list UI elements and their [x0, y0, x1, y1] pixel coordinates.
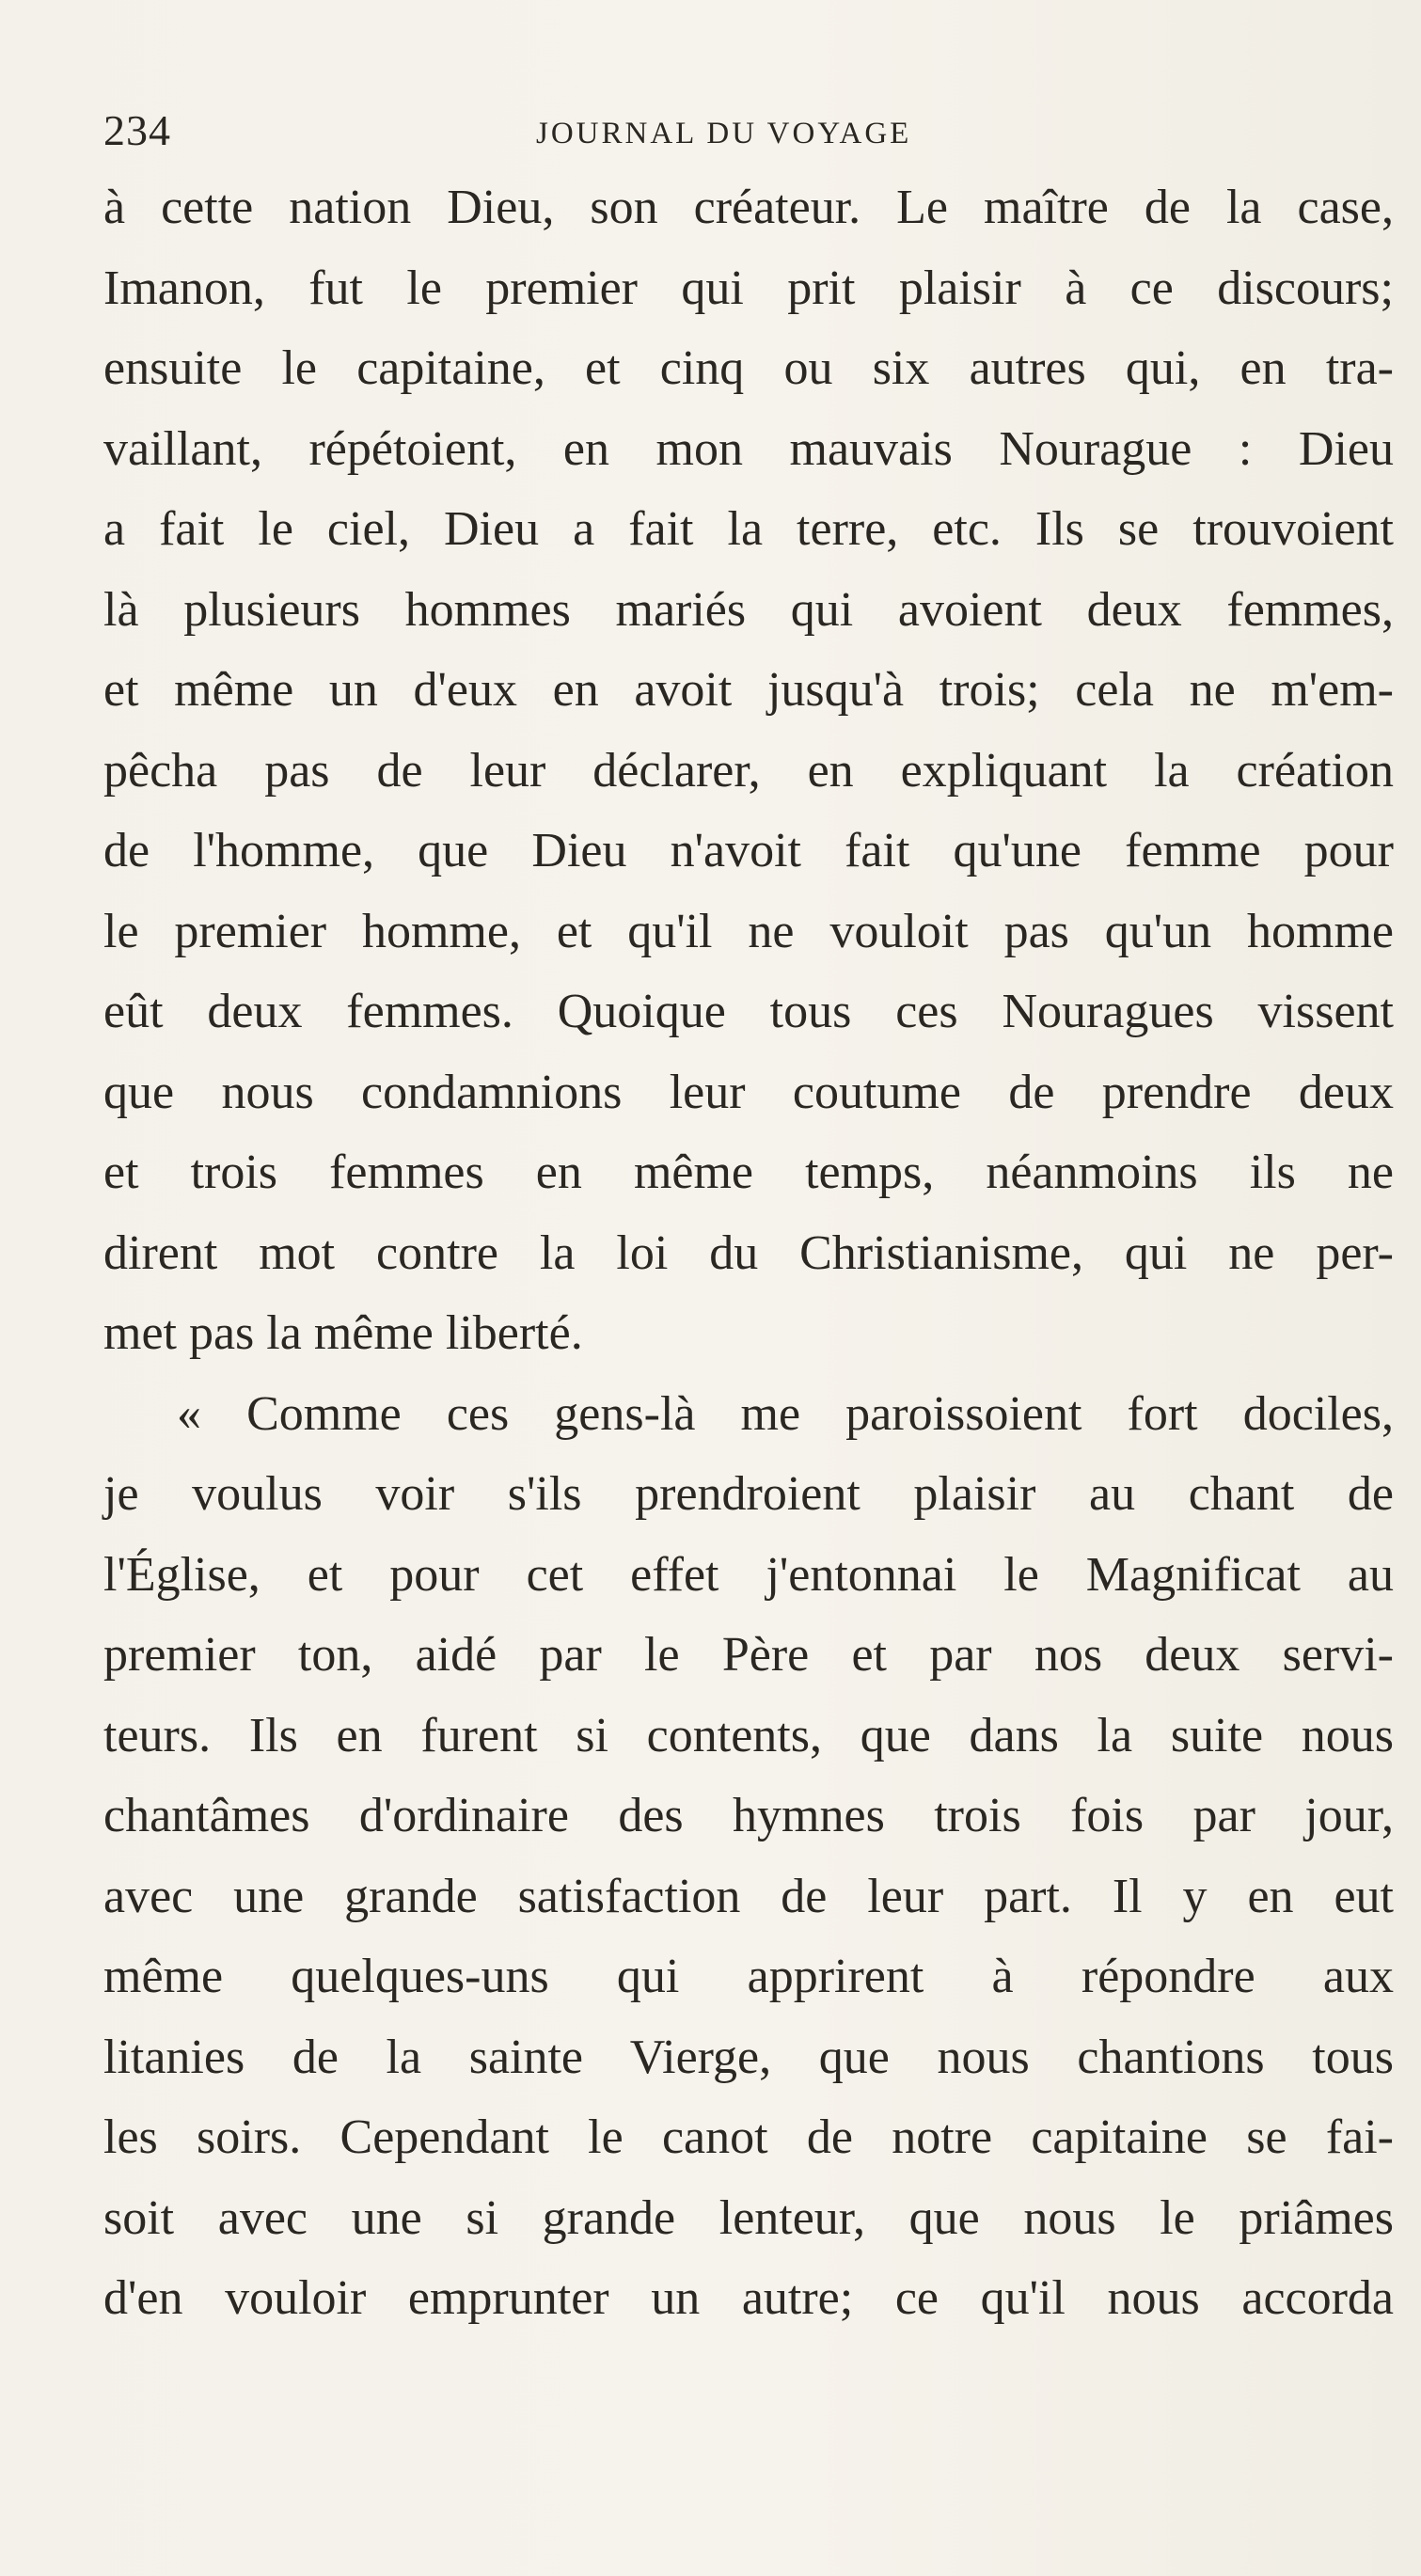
- body-text: [103, 167, 1394, 2339]
- text-line: là plusieurs hommes mariés qui avoient deux femmes,: [103, 582, 1394, 637]
- text-line: l'Église, et pour cet effet j'entonnai le Magnificat au: [103, 1547, 1394, 1602]
- text-line: d'en vouloir emprunter un autre; ce qu'il nous accorda: [103, 2271, 1394, 2325]
- text-line: met pas la même liberté.: [103, 1306, 583, 1360]
- text-line: de l'homme, que Dieu n'avoit fait qu'une femme pour: [103, 824, 1394, 877]
- text-line: les soirs. Cependant le canot de notre capitaine se fai-: [103, 2110, 1394, 2164]
- text-line: chantâmes d'ordinaire des hymnes trois fois par jour,: [103, 1789, 1394, 1842]
- text-line: eût deux femmes. Quoique tous ces Nouragues vissent: [103, 985, 1394, 1038]
- text-line: litanies de la sainte Vierge, que nous chantions tous: [103, 2030, 1394, 2084]
- text-line: ensuite le capitaine, et cinq ou six autres qui, en tra-: [103, 341, 1394, 395]
- text-line: pêcha pas de leur déclarer, en expliquant la création: [103, 743, 1394, 798]
- text-line: soit avec une si grande lenteur, que nous le priâmes: [103, 2190, 1394, 2245]
- text-line: dirent mot contre la loi du Christianisme, qui ne per-: [103, 1225, 1394, 1280]
- text-line: vaillant, répétoient, en mon mauvais Nourague : Dieu: [103, 421, 1394, 476]
- text-line: Imanon, fut le premier qui prit plaisir à ce discours;: [103, 261, 1394, 315]
- text-line: teurs. Ils en furent si contents, que dans la suite nous: [103, 1708, 1394, 1762]
- running-head: [103, 105, 1401, 162]
- text-line: avec une grande satisfaction de leur part. Il y en eut: [103, 1869, 1394, 1923]
- text-line: « Comme ces gens-là me paroissoient fort dociles,: [177, 1386, 1394, 1441]
- text-line: et même un d'eux en avoit jusqu'à trois; cela ne m'em-: [103, 663, 1394, 717]
- text-line: à cette nation Dieu, son créateur. Le maître de la case,: [103, 181, 1394, 234]
- page-number: 234: [103, 106, 171, 154]
- text-line: a fait le ciel, Dieu a fait la terre, etc. Ils se trouvoient: [103, 502, 1394, 556]
- text-line: premier ton, aidé par le Père et par nos deux servi-: [103, 1628, 1394, 1682]
- text-line: que nous condamnions leur coutume de prendre deux: [103, 1065, 1394, 1119]
- text-line: le premier homme, et qu'il ne vouloit pas qu'un homme: [103, 904, 1394, 958]
- text-line: même quelques-uns qui apprirent à répondre aux: [103, 1950, 1394, 2003]
- running-title: JOURNAL DU VOYAGE: [536, 117, 912, 150]
- text-line: et trois femmes en même temps, néanmoins ils ne: [103, 1146, 1394, 1199]
- text-line: je voulus voir s'ils prendroient plaisir au chant de: [103, 1467, 1394, 1521]
